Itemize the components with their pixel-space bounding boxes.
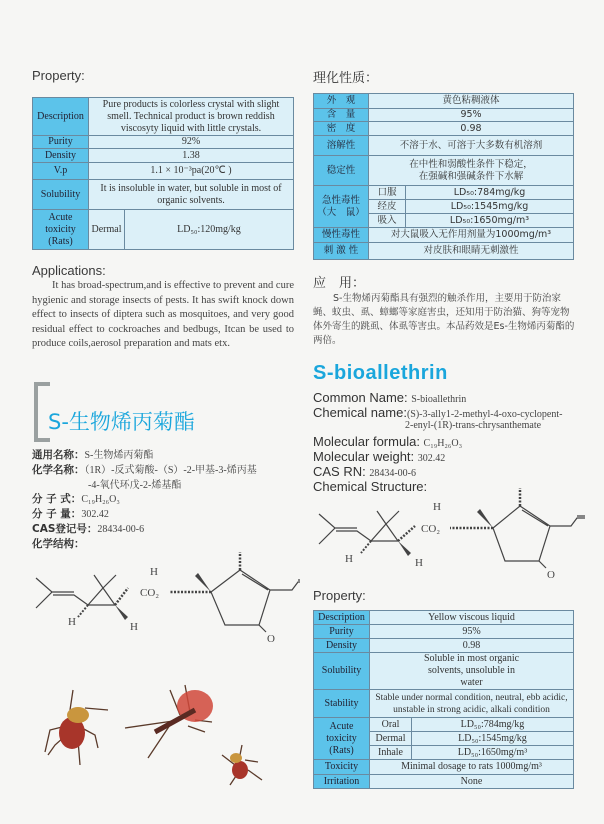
label: 密 度: [314, 122, 369, 136]
property-table-en: [32, 97, 294, 250]
value: 0.98: [369, 122, 574, 136]
property-heading: Property:: [32, 68, 85, 83]
beetles-illustration: [30, 670, 290, 800]
info-value: 302.42: [417, 453, 446, 464]
info-key: Molecular weight:: [313, 449, 418, 464]
label: Density: [314, 639, 370, 653]
value: LD₅₀:120mg/kg: [125, 210, 294, 250]
label: Acute toxicity (Rats): [314, 718, 370, 760]
info-key: Molecular formula:: [313, 434, 424, 449]
info-value: S-生物烯丙菊酯: [84, 450, 154, 461]
info-value: 28434-00-6: [97, 524, 145, 535]
value: 1.38: [89, 149, 294, 163]
applications-text: It has broad-spectrum,and is effective to prevent and cure hygienic and storage insects of pests. It has swift knock down effect to insects of diptera such as mosquitoes, and very good residual effect to cockroaches and bedbugs, Itcan be used to produce coils,aerosol preparation and mats etx.: [32, 280, 294, 349]
info-key: Chemical name:: [313, 405, 407, 420]
label: Stability: [314, 690, 370, 718]
label: 刺 激 性: [314, 243, 369, 260]
atom-label: O: [547, 569, 555, 581]
info-key: Chemical Structure:: [313, 479, 428, 494]
value: 92%: [89, 136, 294, 149]
property-heading-cn: 理化性质：: [313, 71, 379, 86]
value: 不溶于水、可溶于大多数有机溶剂: [369, 136, 574, 156]
label: Solubility: [33, 180, 89, 210]
label: 溶解性: [314, 136, 369, 156]
info-value: 28434-00-6: [369, 468, 417, 479]
label: Description: [33, 98, 89, 136]
label: 慢性毒性: [314, 228, 369, 243]
info-value: C₁₉H₂₆O₃: [423, 438, 463, 449]
atom-label: H: [130, 621, 138, 633]
value: LD₅₀:784mg/kg: [406, 186, 574, 200]
atom-label: O: [267, 633, 275, 645]
atom-label: H: [68, 616, 76, 628]
atom-label: H: [345, 553, 353, 565]
property-heading-2: Property:: [313, 588, 366, 603]
value: LD₅₀:784mg/kg: [412, 718, 574, 732]
cn-title: S-生物烯丙菊酯: [48, 410, 195, 434]
info-key: 化学结构：: [32, 538, 85, 550]
en-title: S-bioallethrin: [313, 362, 448, 384]
sublabel: Inhale: [370, 746, 412, 760]
applications-text-cn: S-生物烯丙菊酯具有强烈的触杀作用，主要用于防治家蝇、蚊虫、虱、蟑螂等家庭害虫，还知用于防治猫、狗等宠物体外寄生的跳虱、体虱等害虫。本品药效是Es-生物烯丙菊酯的两倍。: [313, 293, 575, 346]
value: 对皮肤和眼睛无刺激性: [369, 243, 574, 260]
cn-info: [32, 446, 302, 551]
label: Solubility: [314, 653, 370, 690]
value: Pure products is colorless crystal with slight smell. Technical product is brown reddish viscosyty liquid with little crystals.: [89, 98, 294, 136]
info-value: (S)-3-ally1-2-methyl-4-oxo-cyclopent-: [406, 409, 563, 420]
info-key: CAS登记号：: [32, 523, 98, 535]
info-value: C₁₉H₂₆O₃: [81, 494, 120, 505]
label: 急性毒性（大 鼠）: [314, 186, 369, 228]
value: Yellow viscous liquid: [370, 611, 574, 625]
sublabel: 经皮: [369, 200, 406, 214]
value: 95%: [369, 109, 574, 122]
label: 稳定性: [314, 156, 369, 186]
sublabel: Dermal: [370, 732, 412, 746]
info-key: 化学名称：: [32, 464, 85, 476]
label: V.p: [33, 163, 89, 180]
value: Stable under normal condition, neutral, ebb acidic, unstable in strong acidic, alkali condition: [370, 690, 574, 718]
info-key: Common Name:: [313, 390, 412, 405]
value: Minimal dosage to rats 1000mg/m³: [370, 760, 574, 775]
atom-label: H: [150, 566, 158, 578]
sublabel: Oral: [370, 718, 412, 732]
atom-label: CO₂: [421, 523, 441, 535]
info-key: 通用名称：: [32, 449, 85, 461]
applications-heading-cn: 应 用：: [313, 276, 366, 291]
label: 含 量: [314, 109, 369, 122]
info-value: -4-氧代环戊-2-烯基酯: [88, 480, 182, 491]
value: 在中性和弱酸性条件下稳定，在强碱和强碱条件下水解: [369, 156, 574, 186]
value: LD₅₀:1545mg/kg: [406, 200, 574, 214]
sublabel: Dermal: [89, 210, 125, 250]
value: LD₅₀:1650mg/m³: [406, 214, 574, 228]
label: Density: [33, 149, 89, 163]
label: Purity: [314, 625, 370, 639]
info-value: （1R）-反式菊酸-（S）-2-甲基-3-烯丙基: [84, 465, 257, 476]
atom-label: CO₂: [140, 587, 160, 599]
label: Purity: [33, 136, 89, 149]
info-value: 302.42: [81, 509, 109, 520]
value: 95%: [370, 625, 574, 639]
sublabel: 吸入: [369, 214, 406, 228]
value: It is insoluble in water, but soluble in most of organic solvents.: [89, 180, 294, 210]
value: LD₅₀:1545mg/kg: [412, 732, 574, 746]
info-key: 分 子 式：: [32, 493, 82, 505]
info-value: 2-enyl-(1R)-trans-chrysanthemate: [405, 420, 542, 431]
chemical-structure-en: [315, 488, 585, 588]
value: None: [370, 775, 574, 789]
label: Description: [314, 611, 370, 625]
applications-heading: Applications:: [32, 263, 106, 278]
label: Irritation: [314, 775, 370, 789]
value: 对大鼠吸入无作用剂量为1000mg/m³: [369, 228, 574, 243]
chemical-structure: [30, 550, 300, 660]
value: 1.1 × 10⁻³pa(20℃ ): [89, 163, 294, 180]
label: Toxicity: [314, 760, 370, 775]
info-value: S-bioallethrin: [411, 394, 467, 405]
value: 0.98: [370, 639, 574, 653]
value: Soluble in most organic solvents, unsoluble in water: [370, 653, 574, 690]
value: 黄色粘稠液体: [369, 94, 574, 109]
label: 外 观: [314, 94, 369, 109]
atom-label: H: [415, 557, 423, 569]
info-key: 分 子 量：: [32, 508, 82, 520]
info-key: CAS RN:: [313, 464, 370, 479]
atom-label: H: [433, 501, 441, 513]
en-info: [313, 391, 593, 495]
label: Acute toxicity (Rats): [33, 210, 89, 250]
value: LD₅₀:1650mg/m³: [412, 746, 574, 760]
property-table-cn: [313, 93, 574, 260]
property-table-en-2: [313, 610, 574, 789]
sublabel: 口服: [369, 186, 406, 200]
